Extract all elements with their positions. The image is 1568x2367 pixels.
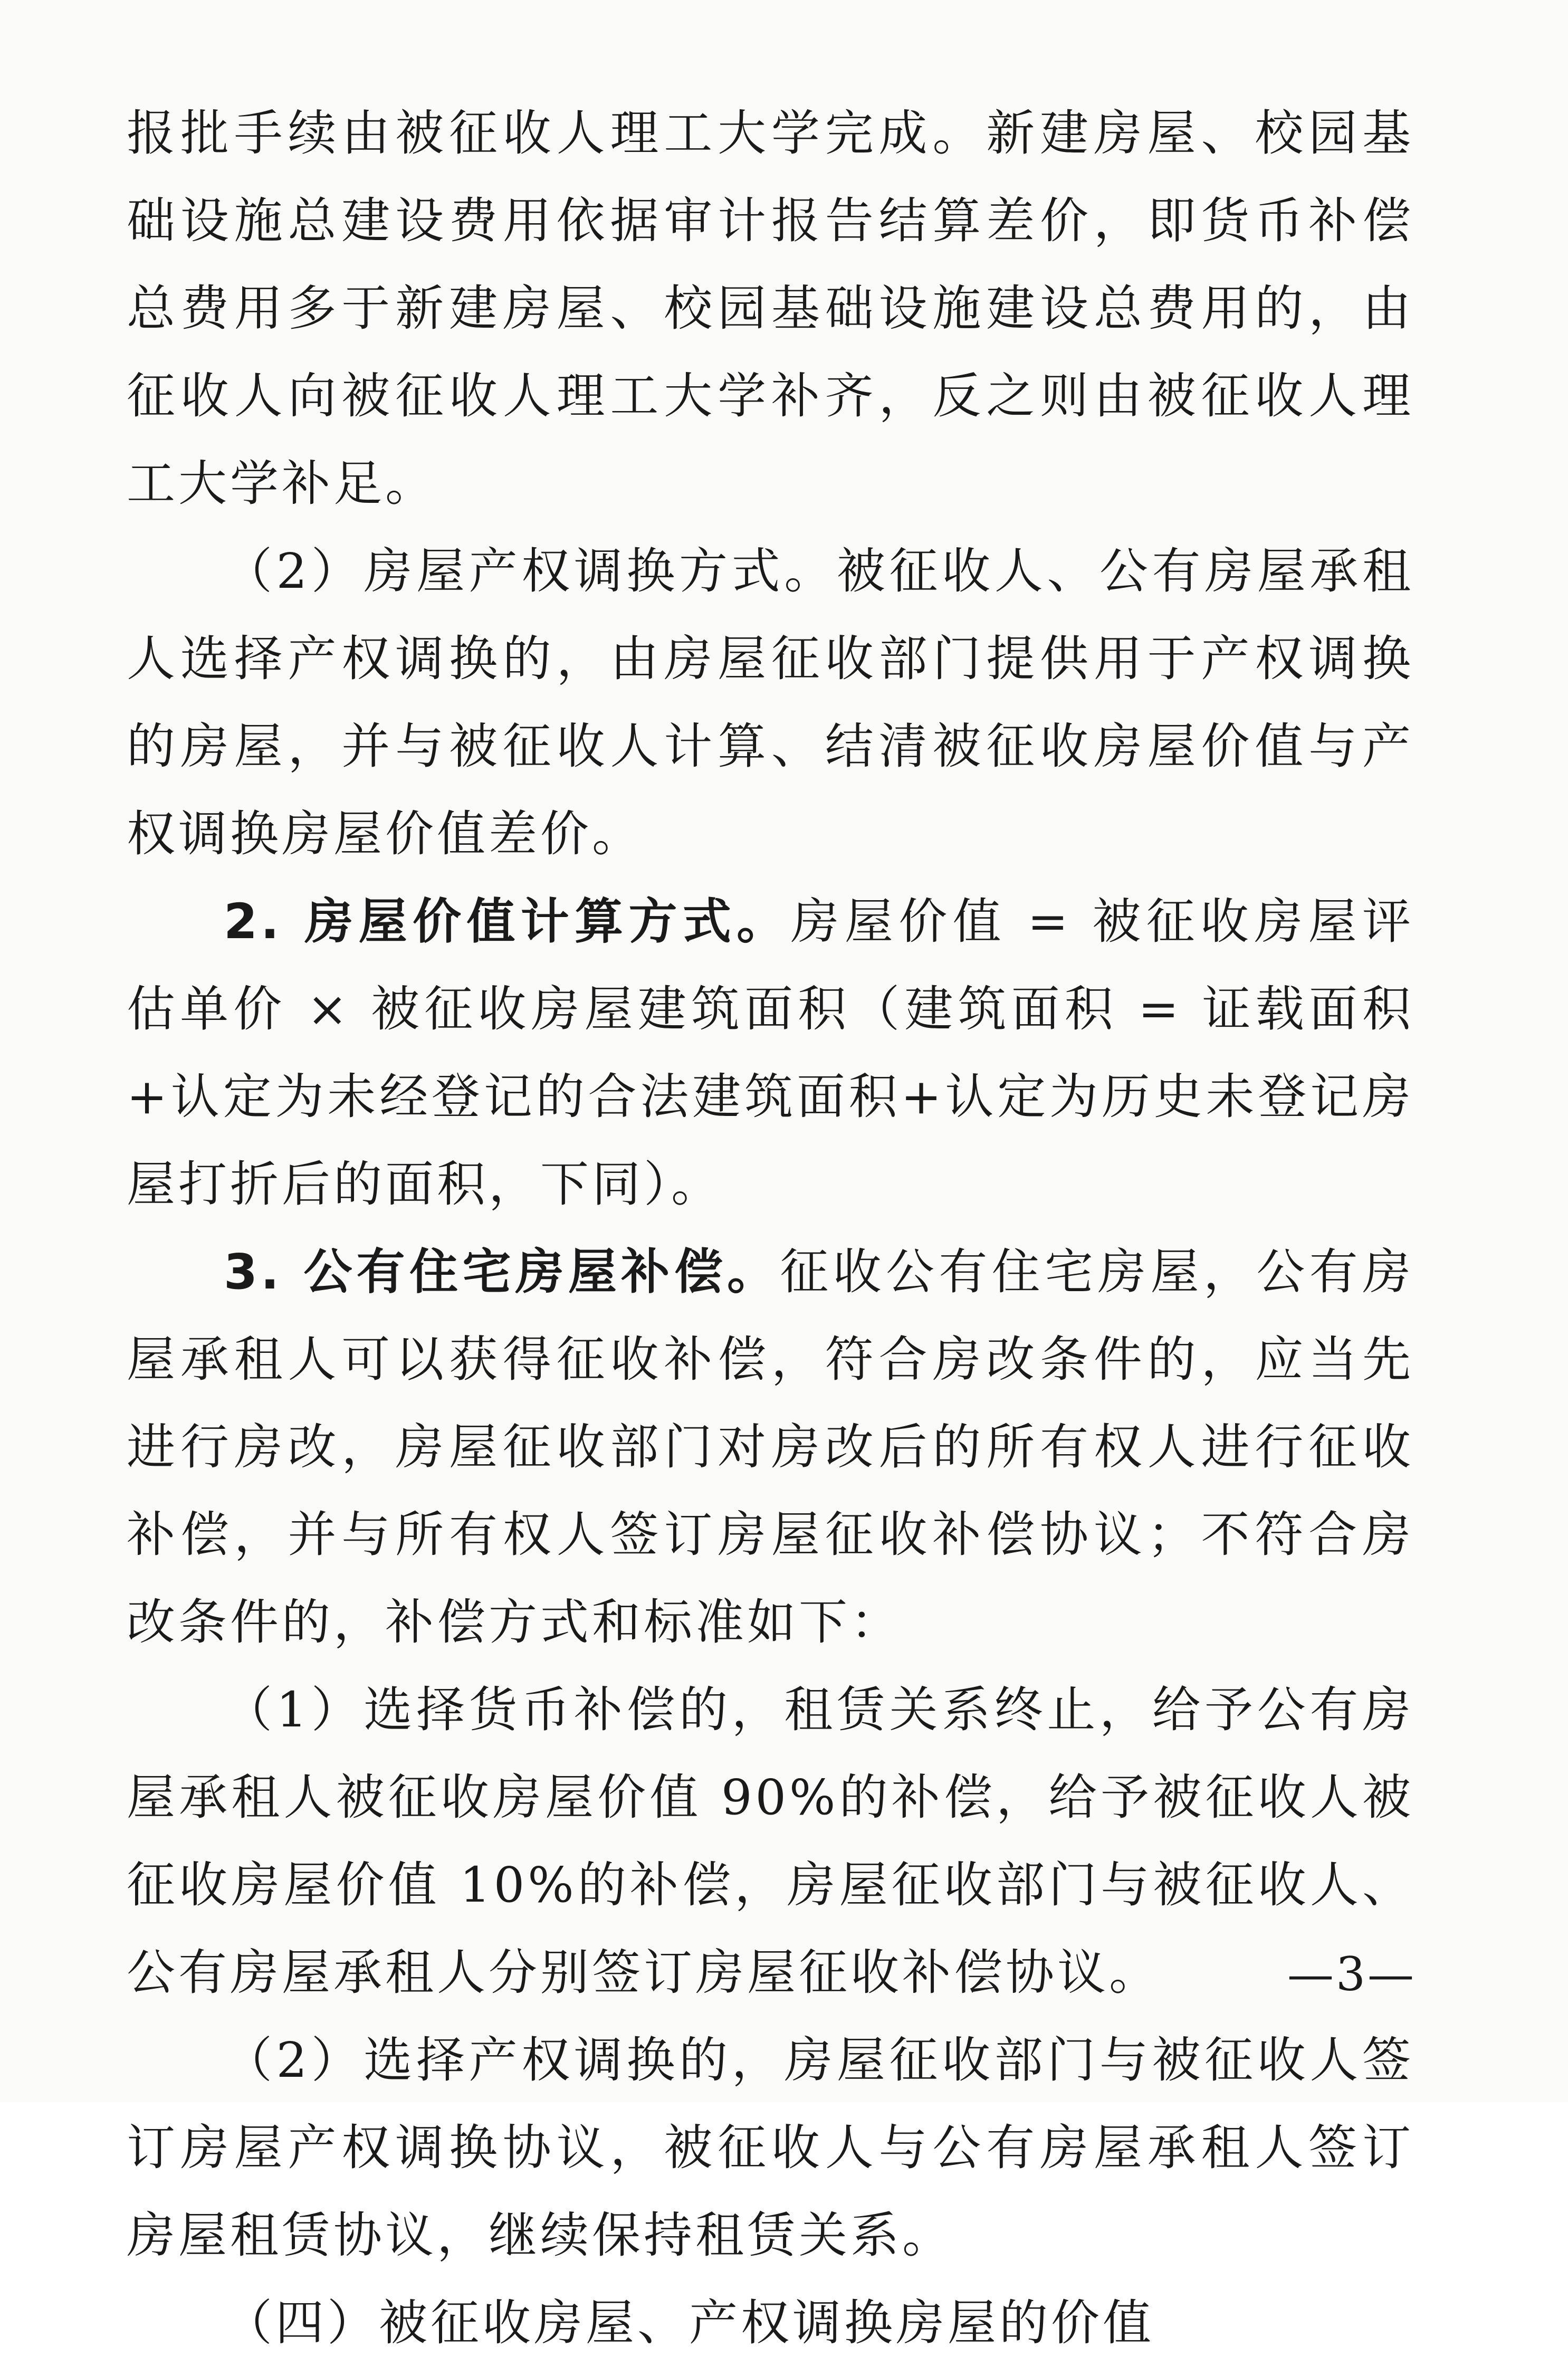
paragraph-text: 报批手续由被征收人理工大学完成。新建房屋、校园基础设施总建设费用依据审计报告结算差价，即货币补偿总费用多于新建房屋、校园基础设施建设总费用的，由征收人向被征收人理工大学补齐，反之则由被征收人理工大学补足。: [127, 105, 1414, 512]
section-heading-text: （四）被征收房屋、产权调换房屋的价值: [224, 2295, 1155, 2351]
paragraph-public-housing: [127, 1228, 1414, 1666]
paragraph-value-calculation: [127, 878, 1414, 1228]
paragraph-exchange-option: [127, 2017, 1414, 2279]
section-heading: [127, 2279, 1414, 2367]
paragraph-text: （1）选择货币补偿的，租赁关系终止，给予公有房屋承租人被征收房屋价值 90%的补偿，给予被征收人被征收房屋价值 10%的补偿，房屋征收部门与被征收人、公有房屋承租人分别签订房屋征收补偿协议。: [127, 1682, 1414, 2001]
paragraph-lead: 3. 公有住宅房屋补偿。: [224, 1244, 780, 1300]
paragraph-text: （2）房屋产权调换方式。被征收人、公有房屋承租人选择产权调换的，由房屋征收部门提供用于产权调换的房屋，并与被征收人计算、结清被征收房屋价值与产权调换房屋价值差价。: [127, 543, 1414, 862]
paragraph-monetary-option: [127, 1666, 1414, 2017]
paragraph-text: （2）选择产权调换的，房屋征收部门与被征收人签订房屋产权调换协议，被征收人与公有房屋承租人签订房屋租赁协议，继续保持租赁关系。: [127, 2032, 1414, 2264]
page-number: —3—: [1287, 1947, 1416, 2001]
paragraph-lead: 2. 房屋价值计算方式。: [224, 893, 791, 950]
paragraph-text: 房屋价值 = 被征收房屋评估单价 × 被征收房屋建筑面积（建筑面积 = 证载面积+认定为未经登记的合法建筑面积+认定为历史未登记房屋打折后的面积，下同）。: [127, 893, 1414, 1213]
paragraph-continuation: [127, 90, 1414, 528]
paragraph-property-exchange: [127, 528, 1414, 878]
paragraph-text: 征收公有住宅房屋，公有房屋承租人可以获得征收补偿，符合房改条件的，应当先进行房改，房屋征收部门对房改后的所有权人进行征收补偿，并与所有权人签订房屋征收补偿协议；不符合房改条件的，补偿方式和标准如下：: [127, 1244, 1414, 1650]
body-text: [127, 90, 1414, 2367]
